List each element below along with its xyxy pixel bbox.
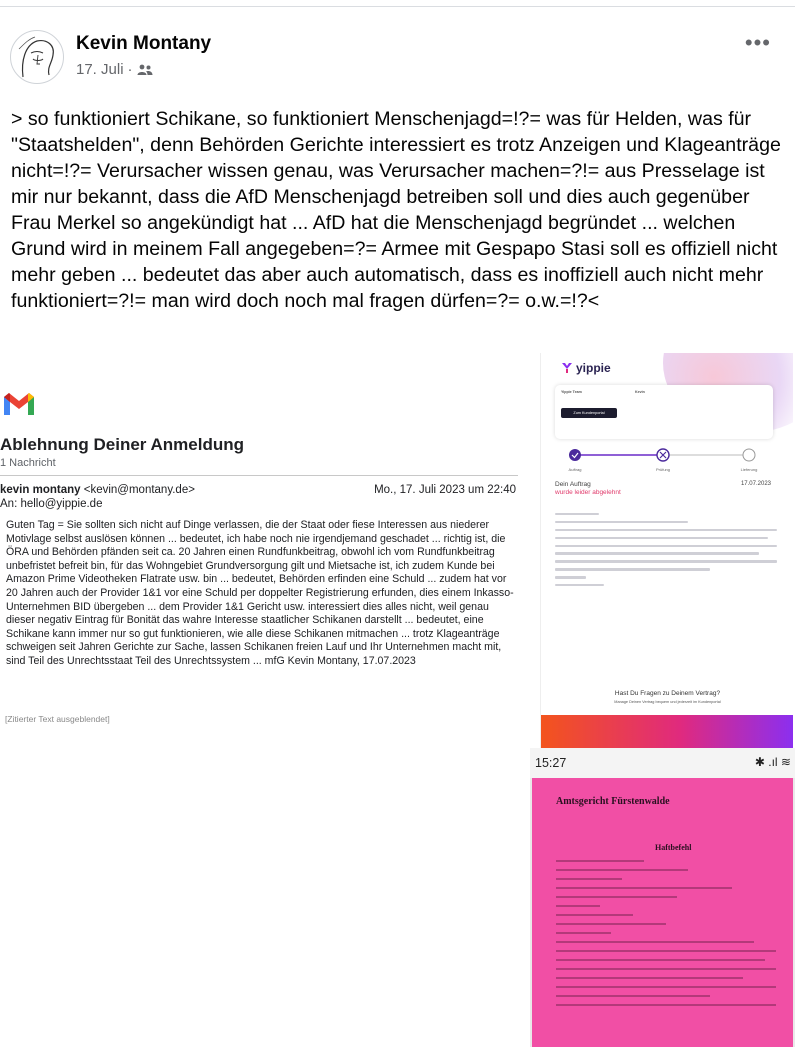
- step-pending-icon: [743, 449, 755, 461]
- signal-wifi-icon: ✱ .ıl ≋: [754, 755, 791, 769]
- author-name[interactable]: Kevin Montany: [76, 33, 212, 54]
- avatar[interactable]: [10, 30, 64, 84]
- yippie-brand-text: yippie: [576, 361, 611, 375]
- quoted-text-hidden: [Zitierter Text ausgeblendet]: [5, 714, 110, 724]
- post-meta: [76, 61, 153, 78]
- post-text: > so funktioniert Schikane, so funktioniert Menschenjagd=!?= was für Helden, was für "Staatshelden", denn Behörden Gerichte interessiert es trotz Anzeigen und Klageanträge nicht=!?= Verursacher wissen genau, was Verursacher machen=?!= aus Presselage ist mir nur bekannt, dass die AfD Menschenjagd betreiben soll und dies auch gegenüber Frau Merkel so angekündigt hat ... AfD hat die Menschenjagd begründet ... welchen Grund wird in meinem Fall angegeben=?= Armee mit Gespapo Stasi soll es offiziell nicht mehr geben ... bedeutet das aber auch automatisch, dass es inoffiziell auch nicht mehr funktioniert=?!= man wird doch noch mal fragen dürfen=?= o.w.=!?<: [11, 108, 781, 312]
- sender-name: kevin montany: [0, 484, 81, 496]
- email-body: Guten Tag = Sie sollten sich nicht auf Dinge verlassen, die der Staat oder fiese Interessen aus niederer Motivlage selbst auslösen können ... bedeutet, ich habe noch nie irgendjemand geschadet ... richtig ist, die ÖRA und Behörden pfänden seit ca. 20 Jahren einen Rundfunkbeitrag, obwohl ich vom Rundfunkbeitrag unbefristet befreit bin, für das Wohngebiet Grundversorgung gilt und Mietsache ist, ich zudem Kunde bei Amazon Prime Videotheken Flatrate usw. bin ... bedeutet, Behörden erfinden eine Schuld ... zudem hat vor 20 Jahren auch der Provider 1&1 vor eine Schuld per doppelter Registrierung erfunden, dies einem Inkasso-Unternehmen BID übergeben ... dem Provider 1&1 Gericht usw. interessiert dies alles nicht, weil genau dieser negativ Eintrag für Bonität das wahre Interesse staatlicher Schikanen darstellt ... bedeutet, eine Schikane kann immer nur so gut funktionieren, wie alle diese Schikanen mitmachen ... trotz Klageanträge schweigen seit Jahren Gerichte zur Sache, lassen Schikanen freien Lauf und Ihr Unternehmen macht mit, sind Teil des Unrechtsstaat Teil des Unrechtssystem ... mfG Kevin Montany, 17.07.2023: [6, 519, 514, 667]
- yippie-screenshot[interactable]: [540, 353, 793, 748]
- top-divider: [0, 6, 795, 7]
- contract-question-sub[interactable]: Manage Deinen Vertrag bequem und jederzeit im Kundenportal: [614, 700, 721, 704]
- post-date[interactable]: 17. Juli: [76, 61, 124, 78]
- step-label: Auftrag: [568, 467, 582, 472]
- step-done-icon: [569, 449, 581, 461]
- yippie-team-label: Yippie Team: [561, 390, 582, 394]
- yippie-logo: [561, 361, 611, 375]
- contract-question: Hast Du Fragen zu Deinem Vertrag?: [614, 690, 721, 697]
- gmail-logo-icon: [2, 391, 36, 417]
- email-from: [0, 484, 195, 496]
- meta-separator: ·: [127, 61, 133, 78]
- friends-icon: [137, 64, 153, 76]
- email-to: An: hello@yippie.de: [0, 498, 103, 510]
- yippie-footer: [541, 715, 793, 748]
- email-date: Mo., 17. Juli 2023 um 22:40: [374, 484, 516, 496]
- order-status: wurde leider abgelehnt: [555, 489, 621, 496]
- email-subject: Ablehnung Deiner Anmeldung: [0, 435, 244, 454]
- step-label: Lieferung: [740, 467, 758, 472]
- order-date: 17.07.2023: [740, 481, 771, 487]
- customer-portal-button[interactable]: Zum Kundenportal: [561, 408, 617, 418]
- phone-time: 15:27: [535, 756, 567, 770]
- message-count: 1 Nachricht: [0, 457, 56, 469]
- phone-status-bar: [530, 748, 795, 778]
- phone-screenshot[interactable]: [530, 748, 795, 1047]
- document-text-placeholder: [556, 860, 776, 1013]
- avatar-sketch-icon: [11, 31, 64, 84]
- document-title: Haftbefehl: [655, 843, 692, 852]
- sender-email: <kevin@montany.de>: [83, 484, 195, 496]
- order-progress-steps: [563, 445, 763, 475]
- customer-name-label: Kevin: [635, 390, 645, 394]
- step-label: Prüfung: [655, 467, 671, 472]
- court-name: Amtsgericht Fürstenwalde: [556, 796, 670, 807]
- gmail-screenshot[interactable]: [0, 353, 522, 724]
- order-heading: Dein Auftrag: [555, 481, 591, 488]
- gmail-divider: [0, 475, 518, 476]
- letter-text-placeholder: [555, 513, 777, 592]
- yippie-logo-icon: [561, 362, 573, 374]
- more-options-icon[interactable]: •••: [744, 30, 771, 55]
